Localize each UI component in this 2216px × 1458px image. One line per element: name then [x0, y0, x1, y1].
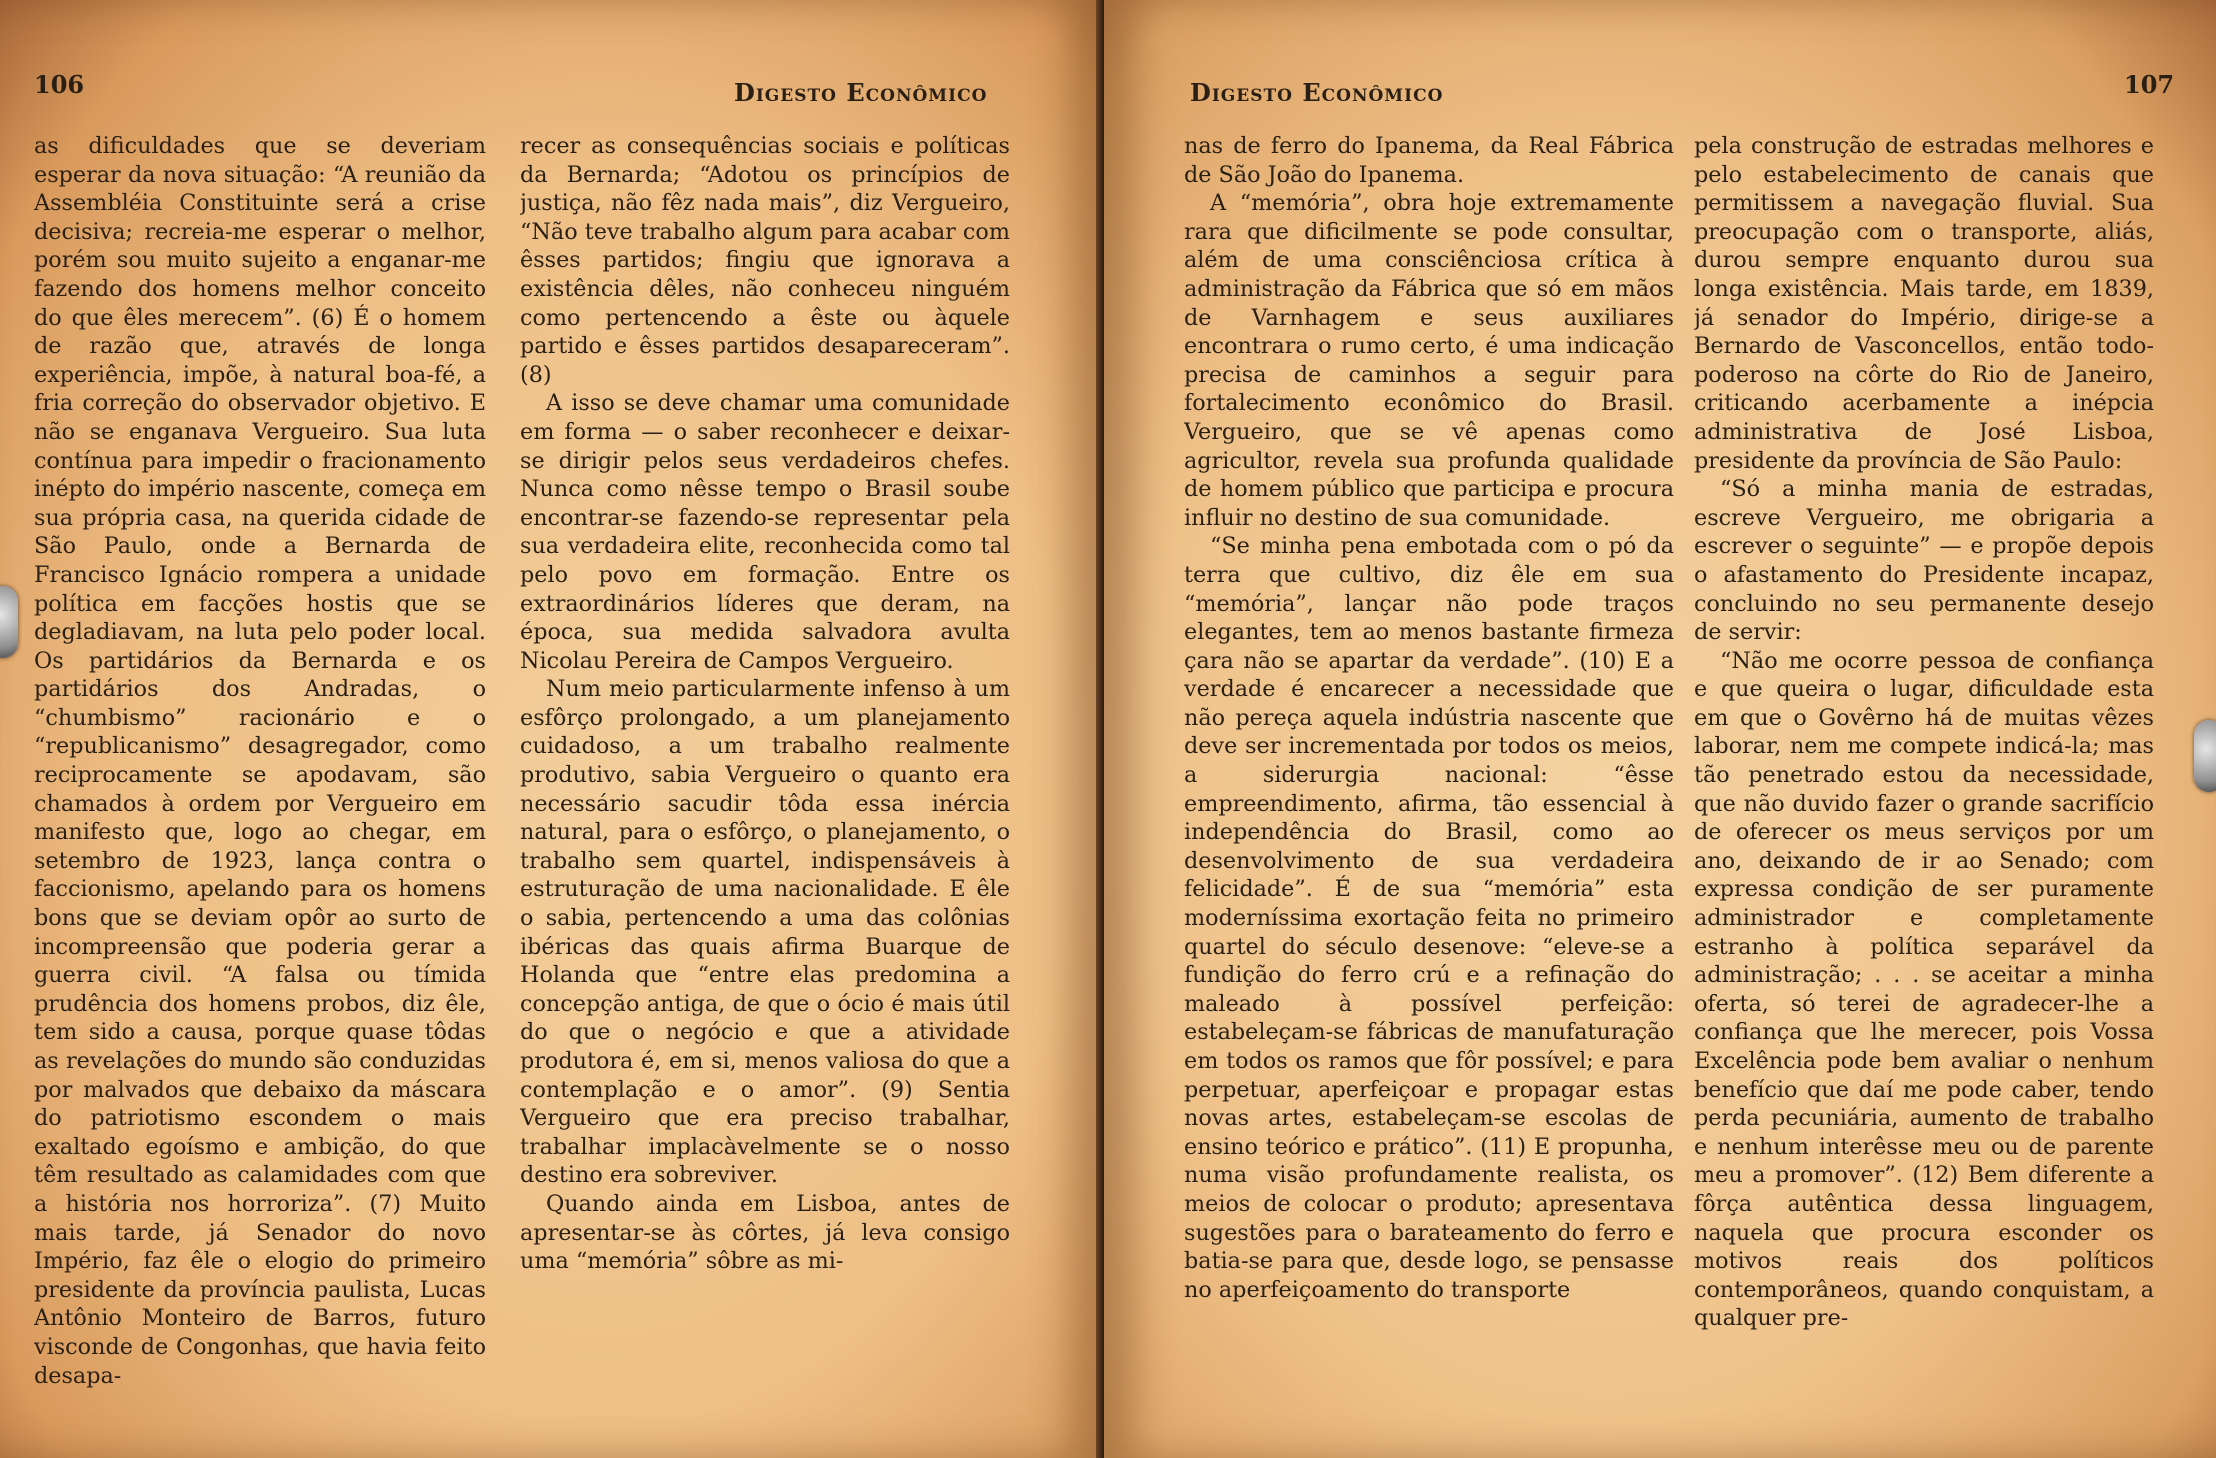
paragraph: A “memória”, obra hoje extremamente rara que dificilmente se pode consultar, além de uma consciênciosa crítica à administração da Fábrica que só em mãos de Varnhagem e seus auxiliares encontrara o rumo certo, é uma indicação precisa de caminhos a seguir para fortalecimento econômico do Brasil. Vergueiro, que se vê apenas como agricultor, revela sua profunda qualidade de homem público que participa e procura influir no destino de sua comunidade. [1184, 190, 1674, 531]
running-head: Digesto Econômico [734, 78, 988, 107]
left-page-column-1 [34, 132, 486, 1446]
binder-ring-right [2194, 720, 2216, 792]
paragraph: Num meio particularmente infenso à um esfôrço prolongado, a um planejamento cuidadoso, a um trabalho realmente produtivo, sabia Vergueiro o quanto era necessário sacudir tôda essa inércia natural, para o esfôrço, o planejamento, o trabalho sem quartel, indispensáveis à estruturação de uma nacionalidade. E êle o sabia, pertencendo a uma das colônias ibéricas das quais afirma Buarque de Holanda que “entre elas predomina a concepção antiga, de que o ócio é mais útil do que o negócio e que a atividade produtora é, em si, menos valiosa do que a contemplação e o amor”. (9) Sentia Vergueiro que era preciso trabalhar, trabalhar implacàvelmente se o nosso destino era sobreviver. [520, 676, 1010, 1189]
paragraph: “Não me ocorre pessoa de confiança e que queira o lugar, dificuldade esta em que o Govêrno há de muitas vêzes laborar, nem me compete indicá-la; mas tão penetrado estou da necessidade, que não duvido fazer o grande sacrifício de oferecer os meus serviços por um ano, deixando de ir ao Senado; com expressa condição de ser puramente administrador e completamente estranho à política separável da administração; . . . se aceitar a minha oferta, só terei de agradecer-lhe a confiança que lhe merecer, pois Vossa Excelência pode bem avaliar o nenhum benefício que daí me pode caber, tendo perda pecuniária, aumento de trabalho e nenhum interêsse meu ou de parente meu a promover”. (12) Bem diferente a fôrça autêntica dessa linguagem, naquela que procura esconder os motivos reais dos políticos contemporâneos, quando conquistam, a qualquer pre- [1694, 647, 2154, 1332]
right-page [1104, 0, 2216, 1458]
paragraph: nas de ferro do Ipanema, da Real Fábrica de São João do Ipanema. [1184, 133, 1674, 188]
running-head: Digesto Econômico [1190, 78, 1444, 107]
paragraph: recer as consequências sociais e políticas da Bernarda; “Adotou os princípios de justiça, não fêz nada mais”, diz Vergueiro, “Não teve trabalho algum para acabar com êsses partidos; fingiu que ignorava a existência dêles, não conheceu ninguém como pertencendo a êste ou àquele partido e êsses partidos desapareceram”. (8) [520, 133, 1010, 388]
left-page [0, 0, 1100, 1458]
paragraph: A isso se deve chamar uma comunidade em forma — o saber reconhecer e deixar-se dirigir pelos seus verdadeiros chefes. Nunca como nêsse tempo o Brasil soube encontrar-se fazendo-se representar pela sua verdadeira elite, reconhecida como tal pelo povo em formação. Entre os extraordinários líderes que deram, na época, sua medida salvadora avulta Nicolau Pereira de Campos Vergueiro. [520, 390, 1010, 674]
paragraph: “Só a minha mania de estradas, escreve Vergueiro, me obrigaria a escrever o seguinte” — e propõe depois o afastamento do Presidente incapaz, concluindo no seu permanente desejo de servir: [1694, 476, 2154, 646]
binder-ring-left [0, 586, 18, 658]
right-page-column-1 [1184, 132, 1674, 1446]
page-number: 107 [2124, 70, 2175, 99]
left-page-column-2 [520, 132, 1010, 1446]
paragraph: as dificuldades que se deveriam esperar da nova situação: “A reunião da Assembléia Constituinte será a crise decisiva; recreia-me esperar o melhor, porém sou muito sujeito a enganar-me fazendo dos homens melhor conceito do que êles merecem”. (6) É o homem de razão que, através de longa experiência, impõe, à natural boa-fé, a fria correção do observador objetivo. E não se enganava Vergueiro. Sua luta contínua para impedir o fracionamento inépto do império nascente, começa em sua própria casa, na querida cidade de São Paulo, onde a Bernarda de Francisco Ignácio rompera a unidade política em facções hostis que se degladiavam, na luta pelo poder local. Os partidários da Bernarda e os partidários dos Andradas, o “chumbismo” racionário e o “republicanismo” desagregador, como reciprocamente se apodavam, são chamados à ordem por Vergueiro em manifesto que, logo ao chegar, em setembro de 1923, lança contra o faccionismo, apelando para os homens bons que se deviam opôr ao surto de incompreensão que poderia gerar a guerra civil. “A falsa ou tímida prudência dos homens probos, diz êle, tem sido a causa, porque quase tôdas as revelações do mundo são conduzidas por malvados que debaixo da máscara do patriotismo escondem o mais exaltado egoísmo e ambição, do que têm resultado as calamidades com que a história nos horroriza”. (7) Muito mais tarde, já Senador do novo Império, faz êle o elogio do primeiro presidente da província paulista, Lucas Antônio Monteiro de Barros, futuro visconde de Congonhas, que havia feito desapa- [34, 133, 486, 1389]
paragraph: “Se minha pena embotada com o pó da terra que cultivo, diz êle em sua “memória”, lançar não pode traços elegantes, tem ao menos bastante firmeza çara não se apartar da verdade”. (10) E a verdade é encarecer a necessidade que não pereça aquela indústria nascente que deve ser incrementada por todos os meios, a siderurgia nacional: “êsse empreendimento, afirma, tão essencial à independência do Brasil, como ao desenvolvimento de sua verdadeira felicidade”. É de sua “memória” esta moderníssima exortação feita no primeiro quartel do século desenove: “eleve-se a fundição do ferro crú e a refinação do maleado à possível perfeição: estabeleçam-se fábricas de manufaturação em todos os ramos que fôr possível; e para perpetuar, aperfeiçoar e propagar estas novas artes, estabeleçam-se escolas de ensino teórico e prático”. (11) E propunha, numa visão profundamente realista, os meios de colocar o produto; apresentava sugestões para o barateamento do ferro e batia-se para que, desde logo, se pensasse no aperfeiçoamento do transporte [1184, 533, 1674, 1303]
page-number: 106 [34, 70, 85, 99]
paragraph: pela construção de estradas melhores e pelo estabelecimento de canais que permitissem a navegação fluvial. Sua preocupação com o transporte, aliás, durou sempre enquanto durou sua longa existência. Mais tarde, em 1839, já senador do Império, dirige-se a Bernardo de Vasconcellos, então todo-poderoso na côrte do Rio de Janeiro, criticando acerbamente a inépcia administrativa de José Lisboa, presidente da província de São Paulo: [1694, 133, 2154, 474]
right-page-column-2 [1694, 132, 2154, 1446]
paragraph: Quando ainda em Lisboa, antes de apresentar-se às côrtes, já leva consigo uma “memória” sôbre as mi- [520, 1190, 1010, 1275]
